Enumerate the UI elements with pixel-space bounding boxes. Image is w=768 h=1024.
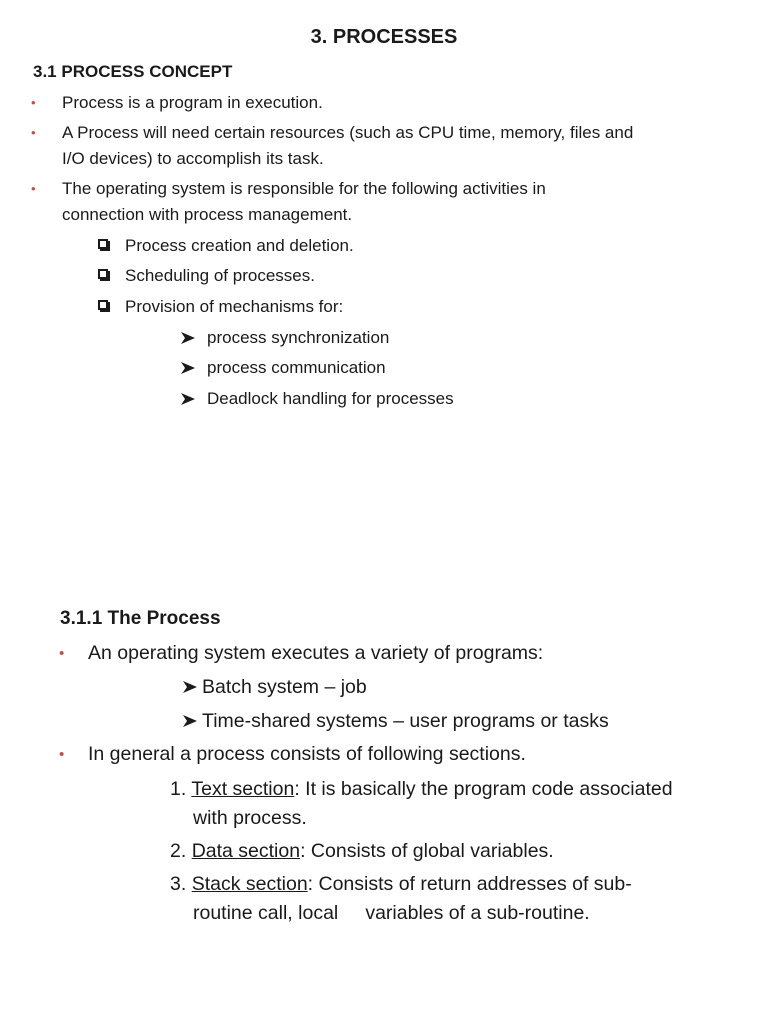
item-description: : Consists of return addresses of sub- [307, 873, 632, 895]
item-term: Text section [191, 778, 295, 800]
checkbox-square-icon [98, 300, 108, 310]
numbered-item-stack-section [170, 870, 750, 928]
item-number: 3. [170, 873, 187, 895]
arrow-bullet-icon [180, 361, 196, 375]
item-description-continued: with process. [193, 807, 307, 829]
bullet-text: In general a process consists of following sections. [88, 743, 526, 765]
checkbox-square-icon [98, 239, 108, 249]
bullet-text: Process is a program in execution. [62, 93, 323, 112]
bullet-text-line: connection with process management. [62, 205, 353, 224]
item-term: Data section [191, 840, 301, 862]
arrow-bullet-icon [182, 680, 198, 694]
item-description: : Consists of global variables. [300, 840, 554, 862]
page-title: 3. PROCESSES [310, 26, 458, 48]
mechanism-text: Deadlock handling for processes [207, 389, 454, 408]
mechanism-text: process synchronization [207, 328, 390, 347]
bullet-text [62, 120, 752, 172]
sub-item-text: Process creation and deletion. [125, 236, 354, 255]
numbered-item-data-section [170, 837, 750, 866]
sub-item-text: Scheduling of processes. [125, 266, 315, 285]
checkbox-square-icon [98, 269, 108, 279]
numbered-item-text-section [170, 775, 750, 833]
bullet-text-line: I/O devices) to accomplish its task. [62, 149, 324, 168]
bullet-dot: • [31, 125, 36, 140]
bullet-text-line: The operating system is responsible for the following activities in [62, 179, 546, 198]
program-type-text: Batch system – job [202, 676, 367, 698]
mechanism-text: process communication [207, 358, 386, 377]
bullet-dot: • [59, 746, 65, 763]
bullet-dot: • [31, 181, 36, 196]
arrow-bullet-icon [180, 392, 196, 406]
item-number: 1. [170, 778, 187, 800]
arrow-bullet-icon [182, 714, 198, 728]
bullet-dot: • [31, 95, 36, 110]
item-description-continued: routine call, local variables of a sub-routine. [193, 902, 590, 924]
section-heading-process-concept: 3.1 PROCESS CONCEPT [33, 62, 233, 81]
program-type-text: Time-shared systems – user programs or tasks [202, 710, 609, 732]
sub-item-text: Provision of mechanisms for: [125, 297, 344, 316]
item-term: Stack section [191, 873, 308, 895]
bullet-dot: • [59, 645, 65, 662]
section-heading-the-process: 3.1.1 The Process [60, 608, 221, 629]
bullet-text: An operating system executes a variety of programs: [88, 642, 544, 664]
item-description: : It is basically the program code associated [294, 778, 673, 800]
item-number: 2. [170, 840, 187, 862]
bullet-text [62, 176, 752, 228]
bullet-text-line: A Process will need certain resources (such as CPU time, memory, files and [62, 123, 634, 142]
arrow-bullet-icon [180, 331, 196, 345]
